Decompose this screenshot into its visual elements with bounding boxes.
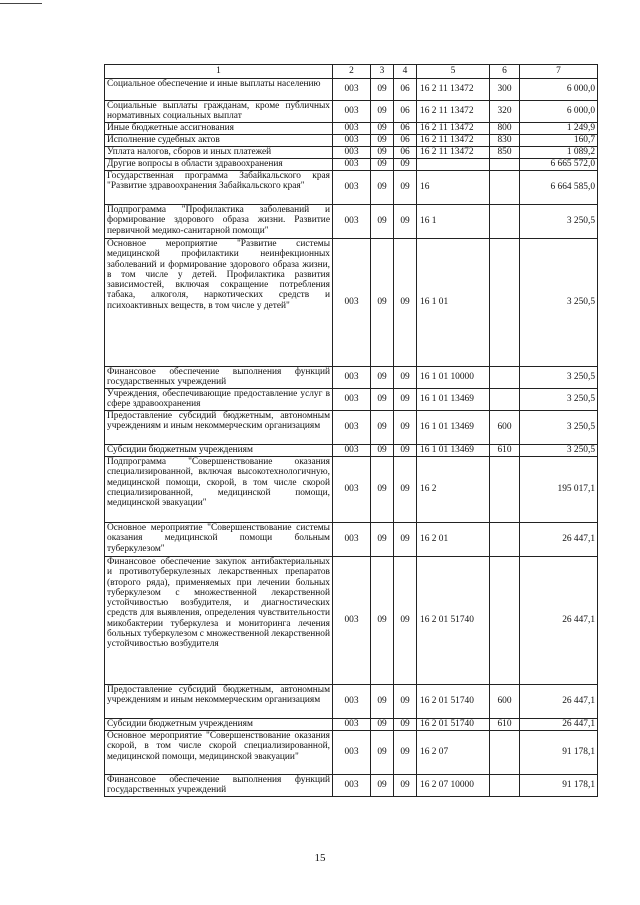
row-target-article: 16 2 01 51740 (417, 557, 490, 685)
table-row (105, 685, 598, 719)
row-target-article: 16 1 01 13469 (417, 445, 490, 457)
row-expense-type (490, 367, 520, 389)
row-section: 09 (371, 79, 394, 101)
row-admin-code: 003 (333, 367, 371, 389)
row-name: Подпрограмма "Совершенствование оказания специализированной, включая высокотехнологичную, медицинской помощи, скорой, в том числе скорой специализированной, медицинской помощи, медицинской эвакуации" (105, 457, 333, 523)
row-section: 09 (371, 445, 394, 457)
table-row (105, 205, 598, 239)
row-subsection: 06 (394, 147, 417, 159)
row-name: Подпрограмма "Профилактика заболеваний и формирование здорового образа жизни. Развитие первичной медико-санитарной помощи" (105, 205, 333, 239)
row-target-article: 16 2 07 (417, 731, 490, 775)
page-number: 15 (314, 852, 326, 864)
row-amount: 1 249,9 (520, 123, 598, 135)
row-subsection: 06 (394, 79, 417, 101)
row-expense-type (490, 523, 520, 557)
row-name: Социальные выплаты гражданам, кроме публичных нормативных социальных выплат (105, 101, 333, 123)
row-section: 09 (371, 457, 394, 523)
row-name: Государственная программа Забайкальского края "Развитие здравоохранения Забайкальского края" (105, 171, 333, 205)
row-admin-code: 003 (333, 775, 371, 797)
row-admin-code: 003 (333, 101, 371, 123)
row-amount: 3 250,5 (520, 389, 598, 411)
row-name: Уплата налогов, сборов и иных платежей (105, 147, 333, 159)
row-expense-type (490, 171, 520, 205)
row-expense-type (490, 731, 520, 775)
row-amount: 26 447,1 (520, 557, 598, 685)
row-admin-code: 003 (333, 171, 371, 205)
table-row (105, 389, 598, 411)
row-name: Основное мероприятие "Совершенствование системы оказания медицинской помощи больным туберкулезом" (105, 523, 333, 557)
row-name: Другие вопросы в области здравоохранения (105, 159, 333, 171)
table-row (105, 79, 598, 101)
row-subsection: 06 (394, 135, 417, 147)
row-section: 09 (371, 147, 394, 159)
row-section: 09 (371, 123, 394, 135)
row-section: 09 (371, 171, 394, 205)
row-subsection: 09 (394, 719, 417, 731)
row-target-article: 16 1 01 13469 (417, 389, 490, 411)
table-row (105, 147, 598, 159)
row-subsection: 09 (394, 411, 417, 445)
row-amount: 6 664 585,0 (520, 171, 598, 205)
row-subsection: 09 (394, 457, 417, 523)
row-amount: 26 447,1 (520, 719, 598, 731)
row-admin-code: 003 (333, 159, 371, 171)
row-name: Исполнение судебных актов (105, 135, 333, 147)
row-admin-code: 003 (333, 445, 371, 457)
row-target-article: 16 (417, 171, 490, 205)
row-amount: 3 250,5 (520, 411, 598, 445)
row-admin-code: 003 (333, 557, 371, 685)
row-amount: 1 089,2 (520, 147, 598, 159)
row-target-article: 16 1 (417, 205, 490, 239)
row-admin-code: 003 (333, 389, 371, 411)
row-admin-code: 003 (333, 135, 371, 147)
row-name: Учреждения, обеспечивающие предоставление услуг в сфере здравоохранения (105, 389, 333, 411)
row-target-article: 16 2 11 13472 (417, 123, 490, 135)
row-target-article: 16 2 11 13472 (417, 135, 490, 147)
table-row (105, 457, 598, 523)
row-section: 09 (371, 135, 394, 147)
row-expense-type (490, 457, 520, 523)
row-section: 09 (371, 367, 394, 389)
row-section: 09 (371, 685, 394, 719)
row-section: 09 (371, 389, 394, 411)
row-target-article: 16 2 11 13472 (417, 101, 490, 123)
row-amount: 6 000,0 (520, 101, 598, 123)
row-admin-code: 003 (333, 205, 371, 239)
table-row (105, 523, 598, 557)
row-amount: 26 447,1 (520, 685, 598, 719)
header-cell: 4 (394, 65, 417, 79)
row-name: Предоставление субсидий бюджетным, автономным учреждениям и иным некоммерческим организациям (105, 685, 333, 719)
row-section: 09 (371, 775, 394, 797)
table-row (105, 239, 598, 367)
row-expense-type: 610 (490, 719, 520, 731)
row-subsection: 09 (394, 239, 417, 367)
row-name: Субсидии бюджетным учреждениям (105, 445, 333, 457)
table-row (105, 775, 598, 797)
row-expense-type: 600 (490, 685, 520, 719)
row-amount: 91 178,1 (520, 731, 598, 775)
row-name: Финансовое обеспечение выполнения функций государственных учреждений (105, 775, 333, 797)
row-admin-code: 003 (333, 457, 371, 523)
row-expense-type: 830 (490, 135, 520, 147)
row-subsection: 09 (394, 367, 417, 389)
row-admin-code: 003 (333, 147, 371, 159)
row-section: 09 (371, 523, 394, 557)
table-row (105, 171, 598, 205)
row-target-article (417, 159, 490, 171)
row-name: Финансовое обеспечение закупок антибактериальных и противотуберкулезных лекарственных препаратов (второго ряда), применяемых при лечении больных туберкулезом с множественной лекарственной устойчивостью возбудителя, и диагностических средств для выявления, определения чувствительности микобактерии туберкулеза и мониторинга лечения больных туберкулезом с множественной лекарственной устойчивостью возбудителя (105, 557, 333, 685)
budget-table (104, 64, 598, 797)
row-name: Социальное обеспечение и иные выплаты населению (105, 79, 333, 101)
top-rule (0, 3, 42, 4)
table-row (105, 557, 598, 685)
row-expense-type (490, 557, 520, 685)
row-admin-code: 003 (333, 123, 371, 135)
row-amount: 3 250,5 (520, 239, 598, 367)
row-section: 09 (371, 101, 394, 123)
row-expense-type: 320 (490, 101, 520, 123)
table-row (105, 135, 598, 147)
row-amount: 6 000,0 (520, 79, 598, 101)
row-subsection: 09 (394, 685, 417, 719)
row-subsection: 09 (394, 171, 417, 205)
row-subsection: 09 (394, 523, 417, 557)
row-expense-type (490, 159, 520, 171)
row-target-article: 16 1 01 13469 (417, 411, 490, 445)
table-header-row (105, 65, 598, 79)
table-row (105, 445, 598, 457)
row-section: 09 (371, 159, 394, 171)
row-subsection: 09 (394, 159, 417, 171)
row-section: 09 (371, 205, 394, 239)
table-row (105, 411, 598, 445)
table-row (105, 367, 598, 389)
row-amount: 195 017,1 (520, 457, 598, 523)
row-admin-code: 003 (333, 79, 371, 101)
row-expense-type (490, 239, 520, 367)
row-target-article: 16 1 01 10000 (417, 367, 490, 389)
table-row (105, 719, 598, 731)
row-subsection: 09 (394, 389, 417, 411)
row-name: Финансовое обеспечение выполнения функций государственных учреждений (105, 367, 333, 389)
row-expense-type (490, 389, 520, 411)
row-target-article: 16 2 11 13472 (417, 79, 490, 101)
row-subsection: 09 (394, 445, 417, 457)
table-row (105, 159, 598, 171)
header-cell: 2 (333, 65, 371, 79)
row-amount: 26 447,1 (520, 523, 598, 557)
row-amount: 3 250,5 (520, 445, 598, 457)
header-cell: 7 (520, 65, 598, 79)
row-amount: 3 250,5 (520, 205, 598, 239)
row-amount: 6 665 572,0 (520, 159, 598, 171)
table-row (105, 731, 598, 775)
row-subsection: 06 (394, 123, 417, 135)
row-name: Предоставление субсидий бюджетным, автономным учреждениям и иным некоммерческим организациям (105, 411, 333, 445)
row-admin-code: 003 (333, 239, 371, 367)
header-cell: 1 (105, 65, 333, 79)
row-target-article: 16 1 01 (417, 239, 490, 367)
row-target-article: 16 2 (417, 457, 490, 523)
row-target-article: 16 2 01 51740 (417, 719, 490, 731)
row-subsection: 09 (394, 775, 417, 797)
row-target-article: 16 2 01 (417, 523, 490, 557)
row-name: Иные бюджетные ассигнования (105, 123, 333, 135)
row-amount: 91 178,1 (520, 775, 598, 797)
row-target-article: 16 2 07 10000 (417, 775, 490, 797)
row-section: 09 (371, 411, 394, 445)
row-expense-type: 600 (490, 411, 520, 445)
header-cell: 6 (490, 65, 520, 79)
row-target-article: 16 2 01 51740 (417, 685, 490, 719)
row-subsection: 09 (394, 205, 417, 239)
row-subsection: 09 (394, 557, 417, 685)
row-expense-type: 610 (490, 445, 520, 457)
row-target-article: 16 2 11 13472 (417, 147, 490, 159)
row-admin-code: 003 (333, 719, 371, 731)
row-admin-code: 003 (333, 411, 371, 445)
row-name: Основное мероприятие "Совершенствование оказания скорой, в том числе скорой специализированной, медицинской помощи, медицинской эвакуации" (105, 731, 333, 775)
row-section: 09 (371, 239, 394, 367)
row-section: 09 (371, 731, 394, 775)
row-amount: 3 250,5 (520, 367, 598, 389)
row-admin-code: 003 (333, 685, 371, 719)
row-name: Основное мероприятие "Развитие системы медицинской профилактики неинфекционных заболеваний и формирование здорового образа жизни, в том числе у детей. Профилактика развития зависимостей, включая сокращение потребления табака, алкоголя, наркотических средств и психоактивных веществ, в том числе у детей" (105, 239, 333, 367)
header-cell: 5 (417, 65, 490, 79)
row-expense-type (490, 775, 520, 797)
row-section: 09 (371, 719, 394, 731)
row-section: 09 (371, 557, 394, 685)
row-amount: 160,7 (520, 135, 598, 147)
row-subsection: 09 (394, 731, 417, 775)
row-admin-code: 003 (333, 523, 371, 557)
row-expense-type: 300 (490, 79, 520, 101)
row-expense-type (490, 205, 520, 239)
row-subsection: 06 (394, 101, 417, 123)
table-row (105, 101, 598, 123)
row-admin-code: 003 (333, 731, 371, 775)
row-name: Субсидии бюджетным учреждениям (105, 719, 333, 731)
row-expense-type: 800 (490, 123, 520, 135)
table-row (105, 123, 598, 135)
header-cell: 3 (371, 65, 394, 79)
row-expense-type: 850 (490, 147, 520, 159)
